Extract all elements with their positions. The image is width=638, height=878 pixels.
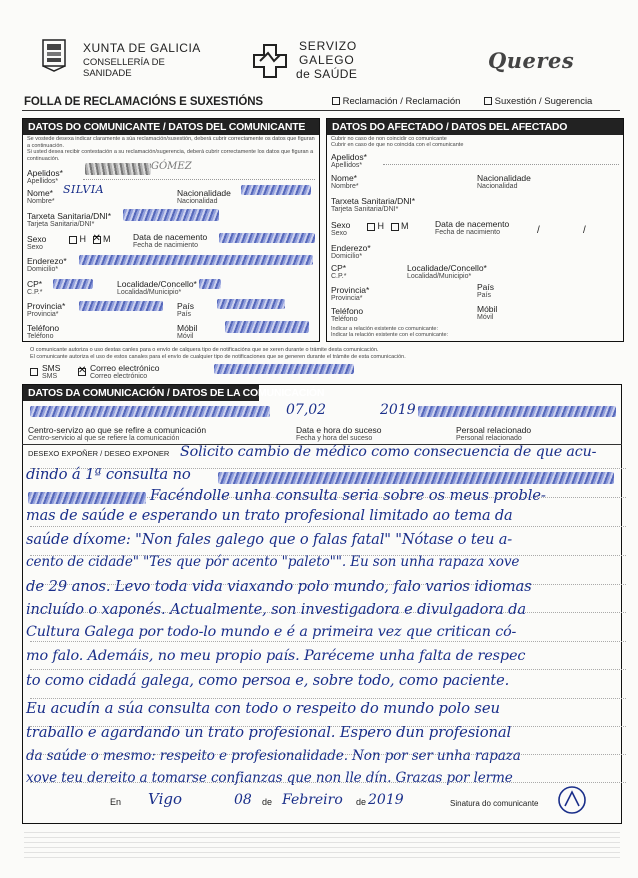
af-apelidos-label: Apelidos* Apellidos* [331,152,367,169]
comunicacion-date: 07,02 [286,402,327,418]
nome-label: Nome* Nombre* [27,188,55,205]
suxestion-checkbox[interactable] [484,97,492,105]
xunta-logo [40,38,210,79]
day-value: 08 [234,792,252,808]
af-nacionalidade-label: Nacionalidade Nacionalidad [477,173,531,190]
apelidos-value: GÓMEZ [151,161,192,172]
sergas-cross-icon [252,43,288,79]
body-line-13: da saúde o mesmo: respeito e profesionalidade. Non por ser unha rapaza [26,748,521,764]
persoal-redacted [418,406,616,417]
body-line-2: Facéndolle unha consulta seria sobre os meus proble- [150,487,546,504]
sexo-options: H ✕ M [69,234,111,244]
year-value: 2019 [368,792,404,808]
body-line-14: xove teu dereito a tomarse confianzas que non lle dín. Grazas por lerme [26,770,513,786]
apelidos-redacted [85,163,151,175]
datahora-label: Data e hora do suceso Fecha y hora del suceso [296,425,382,442]
pais-label: País País [177,301,195,318]
body-line-0: Solicito cambio de médico como consecuencia de que acu- [180,444,597,460]
comunicante-note-es: Si usted desea recibir contestación a su reclamación/sugerencia, deberá cubrir correctamente los datos que figuran a continuación. [27,149,314,162]
body-line-4: saúde díxome: "Non fales galego que o falas fatal" "Nótase o teu a- [26,531,513,548]
form-title: FOLLA DE RECLAMACIÓNS E SUXESTIÓNS [24,96,263,108]
mobil-redacted [225,321,309,333]
af-provincia-label: Provincia* Provincia* [331,285,370,302]
centro-redacted [30,406,270,417]
af-date-sep1: / [537,225,540,236]
mobil-label: Móbil Móvil [177,323,198,340]
tarxeta-redacted [123,209,219,221]
localidade-label: Localidade/Concello* Localidad/Municipio* [117,279,197,296]
body-line-3: mas de saúde e esperando un trato profesional limitado ao tema da [26,508,513,524]
enderezo-label: Enderezo* Domicilio* [27,256,67,273]
queres-logo: Queres [488,48,575,73]
comunicante-section [22,118,320,342]
provincia-label: Provincia* Provincia* [27,301,66,318]
email-option[interactable] [78,363,86,381]
afectado-header: DATOS DO AFECTADO / DATOS DEL AFECTADO [327,119,623,135]
sexo-m-checkbox[interactable] [93,236,101,244]
month-value: Febreiro [282,792,343,808]
reclamacion-checkbox[interactable] [332,97,340,105]
notifications-text-es: El comunicante autoriza el uso de estos canales para el envío de cualquier tipo de notificaciones que se generen durante el trámite de esta comunicación. [30,354,406,360]
af-date-sep2: / [583,225,586,236]
data-nac-redacted [219,233,315,243]
nacionalidade-redacted [241,185,311,195]
comunicante-note-gl: Se vostede desexa indicar claramente a súa reclamación/suxestión, deberá cubrir correctamente os datos que figuran a continuación. [27,136,315,149]
apelidos-label: Apelidos* Apellidos* [27,168,63,185]
af-localidade-label: Localidade/Concello* Localidad/Municipio* [407,263,487,280]
sexo-h-checkbox[interactable] [69,236,77,244]
afectado-note-es: Cubrir en caso de que no coincida con el comunicante [331,142,464,148]
sergas-line1: SERVIZO [299,39,358,53]
body-redacted-2 [28,492,146,504]
sms-checkbox[interactable] [30,368,38,376]
af-mobil-label: Móbil Móvil [477,304,498,321]
afectado-section [326,118,624,342]
cp-redacted [53,279,93,289]
option-reclamacion[interactable] [332,96,460,107]
sexo-label: Sexo Sexo [27,234,47,251]
reclamacion-label: Reclamación / Reclamación [342,96,461,107]
af-footer-gl: Indicar a relación existente co comunicante: [331,326,439,332]
body-line-7: incluído o xaponés. Actualmente, son investigadora e divulgadora da [26,601,526,618]
telefono-label: Teléfono Teléfono [27,323,60,340]
localidade-redacted [199,279,221,289]
body-line-5: cento de cidade" "Tes que pór acento "paleto"". Eu son unha rapaza xove [26,554,520,570]
body-line-10: to como cidadá galega, como persoa e, sobre todo, como paciente. [26,672,510,689]
af-telefono-label: Teléfono Teléfono [331,306,364,323]
af-pais-label: País País [477,282,495,299]
af-footer-es: Indicar la relación existente con el comunicante: [331,332,449,338]
sergas-logo [252,38,372,84]
signature-label: Sinatura do comunicante [450,799,539,808]
cp-label: CP* C.P.* [27,279,43,296]
af-data-nac-label: Data de nacemento Fecha de nacimiento [435,219,510,236]
provincia-redacted [79,301,163,311]
nome-value: SILVIA [63,183,105,196]
option-suxestion[interactable] [484,96,592,107]
af-nome-label: Nome* Nombre* [331,173,359,190]
xunta-line1: XUNTA DE GALICIA [83,41,201,55]
af-cp-label: CP* C.P.* [331,263,347,280]
body-line-9: mo falo. Ademáis, no meu propio país. Paréceme unha falta de respec [26,648,526,664]
nacionalidade-label: Nacionalidade Nacionalidad [177,188,231,205]
body-line-12: traballo e agardando un trato profesional. Espero dun profesional [26,724,512,741]
body-line-6: de 29 anos. Levo toda vida viaxando polo mundo, falo varios idiomas [26,578,532,595]
de2-label: de [356,797,367,807]
email-label: Correo electrónico Correo electrónico [90,363,160,380]
comunicacion-header: DATOS DA COMUNICACIÓN / DATOS DE LA COMUNICACIÓN [23,385,259,401]
de1-label: de [262,797,273,807]
afectado-note-gl: Cubrir no caso de non coincidir co comunicante [331,136,447,142]
sergas-line3: de SAÚDE [296,67,358,81]
body-line-11: Eu acudín a súa consulta con todo o respeito do mundo polo seu [26,700,500,717]
af-tarxeta-label: Tarxeta Sanitaria/DNI* Tarjeta Sanitaria/DNI* [331,196,416,213]
xunta-line2: CONSELLERÍA DE SANIDADE [83,57,165,79]
email-redacted [214,364,354,374]
enderezo-redacted [79,255,313,265]
af-sexo-options: H M [367,221,409,231]
af-enderezo-label: Enderezo* Domicilio* [331,243,371,260]
af-sexo-m-checkbox[interactable] [391,223,399,231]
notifications-text-gl: O comunicante autoriza o uso destas canles para o envío de calquera tipo de notificacións que se xeren durante o trámite desta comunicación. [30,347,379,353]
af-sexo-h-checkbox[interactable] [367,223,375,231]
desexo-label: DESEXO EXPOÑER / DESEO EXPONER [28,449,170,458]
sms-label: SMS SMS [42,363,61,380]
signature-mark-icon [556,784,588,816]
centro-label: Centro-servizo ao que se refire a comunicación Centro-servicio al que se refiere la comunicación [28,425,207,442]
pais-redacted [217,299,285,309]
comunicante-header: DATOS DO COMUNICANTE / DATOS DEL COMUNICANTE [23,119,319,135]
body-redacted-1 [218,472,614,484]
af-sexo-label: Sexo Sexo [331,220,351,237]
sergas-line2: GALEGO [299,53,355,67]
city-value: Vigo [148,790,182,808]
body-line-1: dindo á 1ª consulta no [26,466,191,483]
en-label: En [110,797,122,807]
body-line-8: Cultura Galega por todo-lo mundo e é a primeira vez que critican có- [26,624,517,640]
persoal-label: Persoal relacionado Personal relacionado [456,425,532,442]
tarxeta-label: Tarxeta Sanitaria/DNI* Tarjeta Sanitaria/DNI* [27,211,112,228]
legal-footer [24,832,620,858]
suxestion-label: Suxestión / Sugerencia [494,96,593,107]
comunicacion-year: 2019 [380,402,416,418]
sms-option[interactable] [30,363,38,381]
data-nac-label: Data de nacemento Fecha de nacimiento [133,232,208,249]
xunta-shield-icon [40,38,68,72]
email-checkbox[interactable] [78,368,86,376]
